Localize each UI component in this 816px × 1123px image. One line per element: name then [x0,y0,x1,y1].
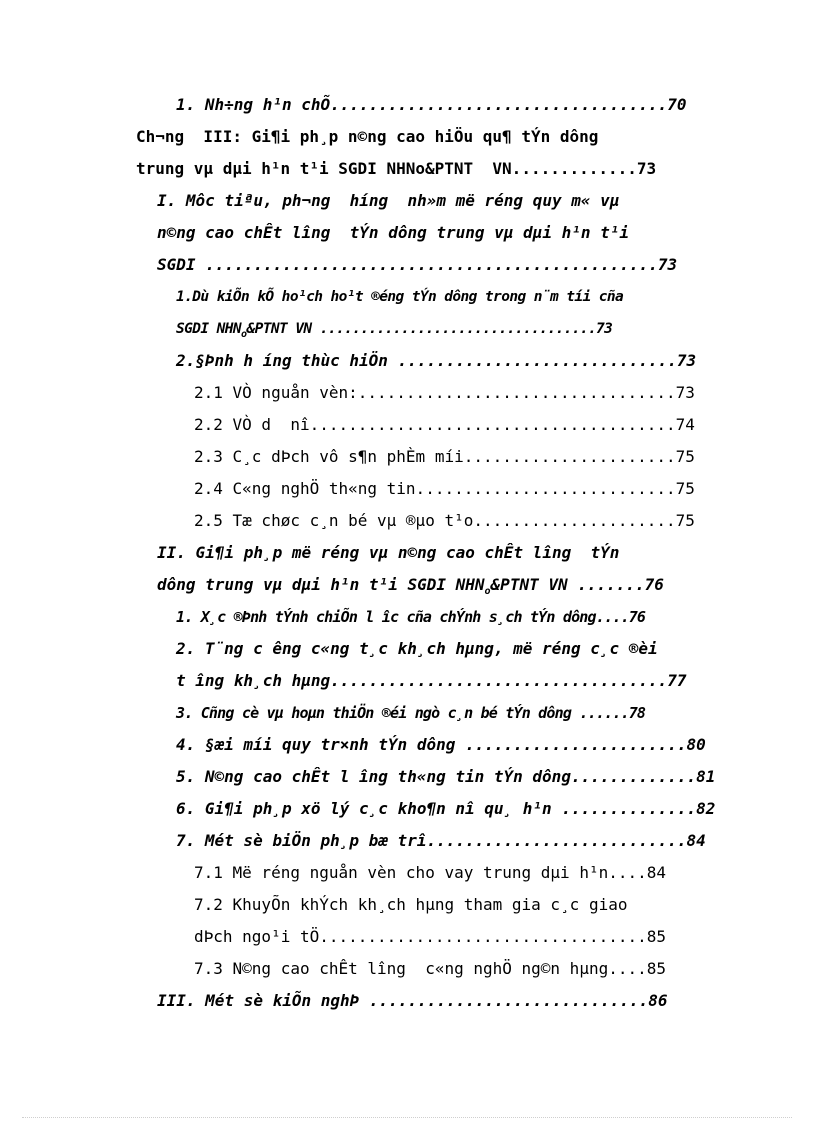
toc-entry-1-plan-line1: 1.Dù kiÕn kÕ ho¹ch ho¹t ®éng tÝn dông trong n¨m tíi cña [176,289,624,305]
toc-sub-2-1-capital: 2.1 VÒ nguån vèn:.................................73 [194,383,695,402]
toc-chapter-3-title-line2: trung vµ dµi h¹n t¹i SGDI NHNo&PTNT VN.............73 [136,159,657,178]
toc-entry-s2-1: 1. X¸c ®Þnh tÝnh chiÕn l îc cña chÝnh s¸ch tÝn dông....76 [176,608,646,626]
toc-entry-1-plan-line2: SGDI $NHN_o\&PTNT$ VN ..................................73 [176,321,613,340]
toc-entry-s2-6: 6. Gi¶i ph¸p xö lý c¸c kho¶n nî qu¸ h¹n ..............82 [176,799,716,818]
toc-entry-s2-7: 7. Mét sè biÖn ph¸p bæ trî...........................84 [176,831,706,850]
toc-entry-1-limitations: 1. Nh÷ng h¹n chÕ...................................70 [176,95,687,114]
toc-section-2-line2: dông trung vµ dµi h¹n t¹i SGDI $NHN_o\&PTNT$ VN .......76 [157,575,664,597]
toc-sub-2-2-debt: 2.2 VÒ d nî......................................74 [194,415,695,434]
toc-sub-2-5-training: 2.5 Tæ chøc c¸n bé vµ ®µo t¹o.....................75 [194,511,695,530]
toc-entry-s2-3: 3. Cñng cè vµ hoµn thiÖn ®éi ngò c¸n bé tÝn dông ......78 [176,704,646,722]
toc-section-2-line1: II. Gi¶i ph¸p më réng vµ n©ng cao chÊt lîng tÝn [157,543,620,562]
toc-entry-s2-2-line1: 2. T¨ng c êng c«ng t¸c kh¸ch hµng, më réng c¸c ®èi [176,639,658,658]
toc-sub-7-2-line1: 7.2 KhuyÕn khÝch kh¸ch hµng tham gia c¸c giao [194,895,628,914]
toc-sub-7-1: 7.1 Më réng nguån vèn cho vay trung dµi h¹n....84 [194,863,667,882]
toc-sub-2-4-it: 2.4 C«ng nghÖ th«ng tin...........................75 [194,479,695,498]
toc-entry-s2-5: 5. N©ng cao chÊt l îng th«ng tin tÝn dông.............81 [176,767,716,786]
toc-section-3-recommendations: III. Mét sè kiÕn nghÞ .............................86 [157,991,668,1010]
toc-entry-2-direction: 2.§Þnh h íng thùc hiÖn .............................73 [176,351,697,370]
toc-sub-7-2-line2: dÞch ngo¹i tÖ..................................85 [194,927,667,946]
footer-divider [22,1117,792,1118]
toc-section-1-line1: I. Môc tiªu, ph¬ng híng nh»m më réng quy m« vµ [157,191,620,210]
toc-sub-2-3-new-services: 2.3 C¸c dÞch vô s¶n phÈm míi......................75 [194,447,695,466]
toc-entry-s2-2-line2: t îng kh¸ch hµng...................................77 [176,671,687,690]
toc-chapter-3-title-line1: Ch¬ng III: Gi¶i ph¸p n©ng cao hiÖu qu¶ tÝn dông [136,127,599,146]
toc-section-1-line2: n©ng cao chÊt lîng tÝn dông trung vµ dµi h¹n t¹i [157,223,630,242]
toc-section-1-line3: SGDI ...............................................73 [157,255,678,274]
toc-sub-7-3: 7.3 N©ng cao chÊt lîng c«ng nghÖ ng©n hµng....85 [194,959,667,978]
toc-entry-s2-4: 4. §æi míi quy tr×nh tÝn dông .......................80 [176,735,706,754]
